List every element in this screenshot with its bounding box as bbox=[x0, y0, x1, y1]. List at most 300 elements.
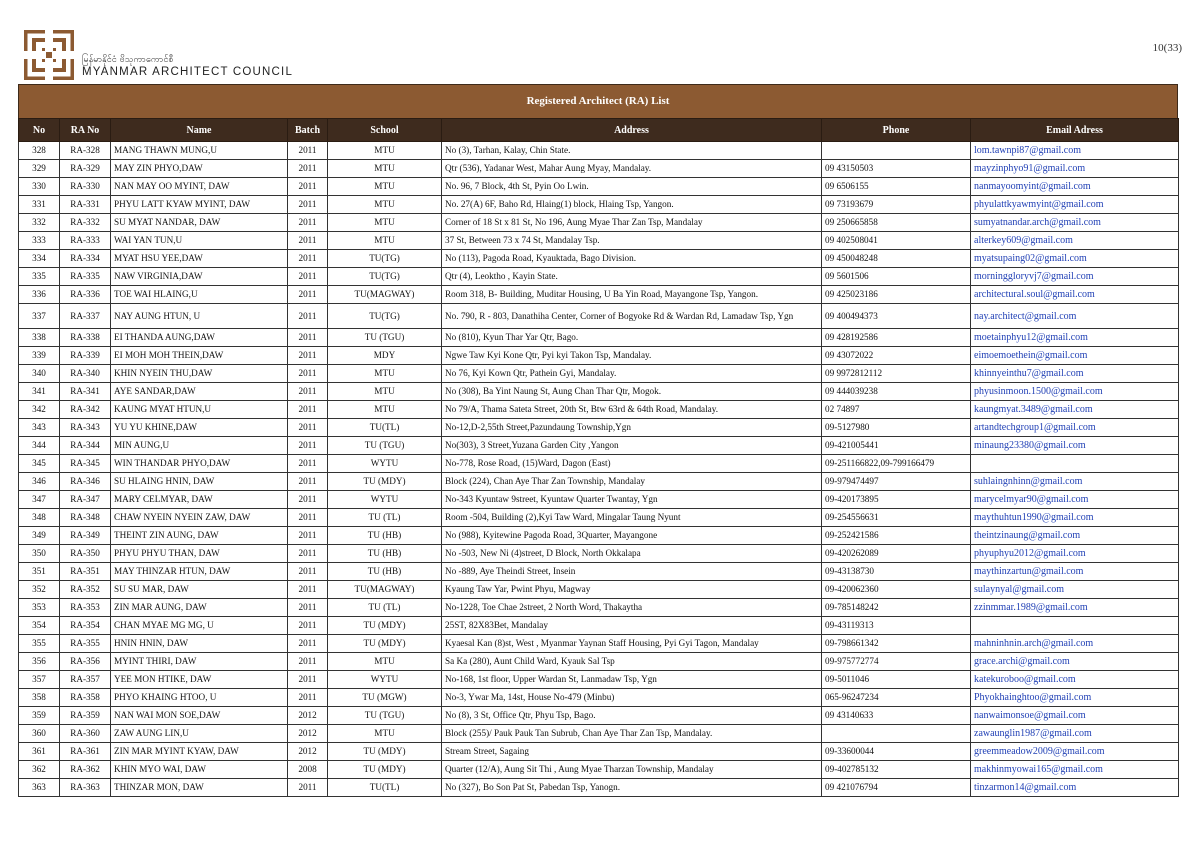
cell-name: PHYU LATT KYAW MYINT, DAW bbox=[111, 196, 288, 214]
cell-name: WAI YAN TUN,U bbox=[111, 232, 288, 250]
cell-ra-no: RA-345 bbox=[60, 455, 111, 473]
cell-address: No -503, New Ni (4)street, D Block, North Okkalapa bbox=[442, 545, 822, 563]
cell-name: MYAT HSU YEE,DAW bbox=[111, 250, 288, 268]
cell-phone: 09 5601506 bbox=[822, 268, 971, 286]
cell-ra-no: RA-352 bbox=[60, 581, 111, 599]
cell-phone: 09 444039238 bbox=[822, 383, 971, 401]
cell-no: 355 bbox=[19, 635, 60, 653]
cell-ra-no: RA-356 bbox=[60, 653, 111, 671]
cell-phone: 09-798661342 bbox=[822, 635, 971, 653]
cell-address: No-1228, Toe Chae 2street, 2 North Word, Thakaytha bbox=[442, 599, 822, 617]
cell-name: KHIN NYEIN THU,DAW bbox=[111, 365, 288, 383]
cell-name: THEINT ZIN AUNG, DAW bbox=[111, 527, 288, 545]
cell-ra-no: RA-353 bbox=[60, 599, 111, 617]
cell-batch: 2011 bbox=[288, 232, 328, 250]
cell-no: 331 bbox=[19, 196, 60, 214]
cell-ra-no: RA-363 bbox=[60, 779, 111, 797]
cell-school: MTU bbox=[328, 383, 442, 401]
cell-ra-no: RA-331 bbox=[60, 196, 111, 214]
table-row bbox=[19, 142, 1179, 160]
cell-school: MTU bbox=[328, 401, 442, 419]
cell-no: 328 bbox=[19, 142, 60, 160]
cell-ra-no: RA-344 bbox=[60, 437, 111, 455]
cell-address: Sa Ka (280), Aunt Child Ward, Kyauk Sal Tsp bbox=[442, 653, 822, 671]
cell-school: TU (TGU) bbox=[328, 329, 442, 347]
cell-email[interactable]: morninggloryvj7@gmail.com bbox=[971, 268, 1179, 286]
cell-email[interactable]: mahninhnin.arch@gmail.com bbox=[971, 635, 1179, 653]
cell-email[interactable]: nanwaimonsoe@gmail.com bbox=[971, 707, 1179, 725]
cell-address: No (8), 3 St, Office Qtr, Phyu Tsp, Bago. bbox=[442, 707, 822, 725]
cell-no: 361 bbox=[19, 743, 60, 761]
cell-address: No 79/A, Thama Sateta Street, 20th St, Btw 63rd & 64th Road, Mandalay. bbox=[442, 401, 822, 419]
cell-name: MIN AUNG,U bbox=[111, 437, 288, 455]
col-header-email: Email Adress bbox=[971, 119, 1179, 142]
cell-ra-no: RA-342 bbox=[60, 401, 111, 419]
cell-name: THINZAR MON, DAW bbox=[111, 779, 288, 797]
cell-phone: 09-421005441 bbox=[822, 437, 971, 455]
cell-ra-no: RA-349 bbox=[60, 527, 111, 545]
cell-name: KAUNG MYAT HTUN,U bbox=[111, 401, 288, 419]
cell-phone: 09-5127980 bbox=[822, 419, 971, 437]
mac-logo-icon bbox=[24, 30, 74, 80]
cell-batch: 2011 bbox=[288, 509, 328, 527]
cell-address: No-343 Kyuntaw 9street, Kyuntaw Quarter Twantay, Ygn bbox=[442, 491, 822, 509]
col-header-phone: Phone bbox=[822, 119, 971, 142]
cell-no: 336 bbox=[19, 286, 60, 304]
cell-school: TU (TL) bbox=[328, 599, 442, 617]
cell-address: No -889, Aye Theindi Street, Insein bbox=[442, 563, 822, 581]
cell-email[interactable]: nanmayoomyint@gmail.com bbox=[971, 178, 1179, 196]
cell-name: PHYU PHYU THAN, DAW bbox=[111, 545, 288, 563]
cell-email[interactable]: zawaunglin1987@gmail.com bbox=[971, 725, 1179, 743]
cell-no: 350 bbox=[19, 545, 60, 563]
cell-email[interactable]: myatsupaing02@gmail.com bbox=[971, 250, 1179, 268]
table-row bbox=[19, 761, 1179, 779]
cell-ra-no: RA-348 bbox=[60, 509, 111, 527]
cell-name: SU SU MAR, DAW bbox=[111, 581, 288, 599]
table-row bbox=[19, 286, 1179, 304]
cell-ra-no: RA-355 bbox=[60, 635, 111, 653]
cell-phone: 02 74897 bbox=[822, 401, 971, 419]
cell-no: 358 bbox=[19, 689, 60, 707]
header-logo bbox=[24, 30, 294, 82]
cell-email[interactable]: tinzarmon14@gmail.com bbox=[971, 779, 1179, 797]
cell-name: KHIN MYO WAI, DAW bbox=[111, 761, 288, 779]
cell-email[interactable]: architectural.soul@gmail.com bbox=[971, 286, 1179, 304]
cell-email[interactable]: maythinzartun@gmail.com bbox=[971, 563, 1179, 581]
cell-school: MDY bbox=[328, 347, 442, 365]
cell-email[interactable]: alterkey609@gmail.com bbox=[971, 232, 1179, 250]
cell-no: 329 bbox=[19, 160, 60, 178]
cell-no: 363 bbox=[19, 779, 60, 797]
cell-school: TU (MGW) bbox=[328, 689, 442, 707]
cell-batch: 2011 bbox=[288, 581, 328, 599]
cell-address: 25ST, 82X83Bet, Mandalay bbox=[442, 617, 822, 635]
cell-email[interactable]: mayzinphyo91@gmail.com bbox=[971, 160, 1179, 178]
cell-batch: 2012 bbox=[288, 707, 328, 725]
cell-ra-no: RA-360 bbox=[60, 725, 111, 743]
cell-name: ZIN MAR AUNG, DAW bbox=[111, 599, 288, 617]
table-row bbox=[19, 671, 1179, 689]
cell-address: No (327), Bo Son Pat St, Pabedan Tsp, Yanogn. bbox=[442, 779, 822, 797]
cell-name: SU HLAING HNIN, DAW bbox=[111, 473, 288, 491]
cell-phone: 09-420062360 bbox=[822, 581, 971, 599]
cell-address: Room -504, Building (2),Kyi Taw Ward, Mingalar Taung Nyunt bbox=[442, 509, 822, 527]
cell-email[interactable]: sumyatnandar.arch@gmail.com bbox=[971, 214, 1179, 232]
cell-no: 351 bbox=[19, 563, 60, 581]
cell-batch: 2011 bbox=[288, 160, 328, 178]
cell-batch: 2011 bbox=[288, 401, 328, 419]
cell-address: No (308), Ba Yint Naung St, Aung Chan Thar Qtr, Mogok. bbox=[442, 383, 822, 401]
cell-no: 356 bbox=[19, 653, 60, 671]
cell-no: 347 bbox=[19, 491, 60, 509]
cell-no: 333 bbox=[19, 232, 60, 250]
cell-ra-no: RA-335 bbox=[60, 268, 111, 286]
cell-phone: 09-254556631 bbox=[822, 509, 971, 527]
cell-email[interactable]: zzinmmar.1989@gmail.com bbox=[971, 599, 1179, 617]
table-row bbox=[19, 491, 1179, 509]
cell-school: WYTU bbox=[328, 455, 442, 473]
cell-name: MAY THINZAR HTUN, DAW bbox=[111, 563, 288, 581]
cell-school: TU(TG) bbox=[328, 268, 442, 286]
cell-batch: 2011 bbox=[288, 437, 328, 455]
table-row bbox=[19, 599, 1179, 617]
cell-batch: 2011 bbox=[288, 635, 328, 653]
table-row bbox=[19, 383, 1179, 401]
cell-batch: 2011 bbox=[288, 653, 328, 671]
cell-email[interactable]: Phyokhainghtoo@gmail.com bbox=[971, 689, 1179, 707]
cell-name: HNIN HNIN, DAW bbox=[111, 635, 288, 653]
table-row bbox=[19, 268, 1179, 286]
cell-email[interactable]: greemmeadow2009@gmail.com bbox=[971, 743, 1179, 761]
cell-school: TU (HB) bbox=[328, 527, 442, 545]
col-header-address: Address bbox=[442, 119, 822, 142]
cell-address: No-778, Rose Road, (15)Ward, Dagon (East) bbox=[442, 455, 822, 473]
cell-school: TU(TG) bbox=[328, 250, 442, 268]
cell-phone: 09 250665858 bbox=[822, 214, 971, 232]
cell-no: 339 bbox=[19, 347, 60, 365]
cell-address: Ngwe Taw Kyi Kone Qtr, Pyi kyi Takon Tsp, Mandalay. bbox=[442, 347, 822, 365]
cell-address: Room 318, B- Building, Muditar Housing, U Ba Yin Road, Mayangone Tsp, Yangon. bbox=[442, 286, 822, 304]
cell-name: NAN WAI MON SOE,DAW bbox=[111, 707, 288, 725]
cell-name: YEE MON HTIKE, DAW bbox=[111, 671, 288, 689]
cell-ra-no: RA-350 bbox=[60, 545, 111, 563]
cell-email[interactable]: suhlaingnhinn@gmail.com bbox=[971, 473, 1179, 491]
cell-school: MTU bbox=[328, 160, 442, 178]
org-name-burmese: မြန်မာနိုင်ငံ ဗိသုကာကောင်စီ bbox=[82, 55, 174, 65]
cell-email[interactable]: maythuhtun1990@gmail.com bbox=[971, 509, 1179, 527]
cell-batch: 2011 bbox=[288, 196, 328, 214]
cell-email[interactable]: kaungmyat.3489@gmail.com bbox=[971, 401, 1179, 419]
cell-email[interactable]: phyulattkyawmyint@gmail.com bbox=[971, 196, 1179, 214]
cell-school: MTU bbox=[328, 142, 442, 160]
table-row bbox=[19, 232, 1179, 250]
cell-name: YU YU KHINE,DAW bbox=[111, 419, 288, 437]
cell-batch: 2011 bbox=[288, 455, 328, 473]
cell-no: 348 bbox=[19, 509, 60, 527]
cell-ra-no: RA-343 bbox=[60, 419, 111, 437]
cell-name: SU MYAT NANDAR, DAW bbox=[111, 214, 288, 232]
cell-address: No (113), Pagoda Road, Kyauktada, Bago Division. bbox=[442, 250, 822, 268]
cell-batch: 2011 bbox=[288, 250, 328, 268]
table-row bbox=[19, 581, 1179, 599]
table-row bbox=[19, 545, 1179, 563]
cell-batch: 2011 bbox=[288, 347, 328, 365]
cell-batch: 2011 bbox=[288, 178, 328, 196]
cell-school: MTU bbox=[328, 365, 442, 383]
cell-ra-no: RA-354 bbox=[60, 617, 111, 635]
cell-ra-no: RA-339 bbox=[60, 347, 111, 365]
cell-address: Kyaesal Kan (8)st, West , Myanmar Yaynan Staff Housing, Pyi Gyi Tagon, Mandalay bbox=[442, 635, 822, 653]
cell-school: TU (HB) bbox=[328, 545, 442, 563]
cell-batch: 2008 bbox=[288, 761, 328, 779]
cell-no: 342 bbox=[19, 401, 60, 419]
cell-batch: 2011 bbox=[288, 142, 328, 160]
page-number: 10(33) bbox=[1152, 42, 1182, 54]
cell-address: No (3), Tarhan, Kalay, Chin State. bbox=[442, 142, 822, 160]
cell-phone: 09 450048248 bbox=[822, 250, 971, 268]
cell-school: TU(TL) bbox=[328, 419, 442, 437]
cell-batch: 2011 bbox=[288, 563, 328, 581]
cell-name: MANG THAWN MUNG,U bbox=[111, 142, 288, 160]
cell-address: No. 27(A) 6F, Baho Rd, Hlaing(1) block, Hlaing Tsp, Yangon. bbox=[442, 196, 822, 214]
cell-phone: 09 43072022 bbox=[822, 347, 971, 365]
cell-batch: 2011 bbox=[288, 304, 328, 329]
cell-email[interactable]: sulaynyal@gmail.com bbox=[971, 581, 1179, 599]
cell-school: MTU bbox=[328, 232, 442, 250]
cell-school: TU (TGU) bbox=[328, 437, 442, 455]
cell-ra-no: RA-332 bbox=[60, 214, 111, 232]
cell-batch: 2012 bbox=[288, 743, 328, 761]
cell-batch: 2011 bbox=[288, 491, 328, 509]
cell-batch: 2011 bbox=[288, 779, 328, 797]
cell-school: TU (MDY) bbox=[328, 473, 442, 491]
col-header-no: No bbox=[19, 119, 60, 142]
cell-ra-no: RA-336 bbox=[60, 286, 111, 304]
cell-email[interactable]: eimoemoethein@gmail.com bbox=[971, 347, 1179, 365]
cell-ra-no: RA-362 bbox=[60, 761, 111, 779]
cell-school: TU(MAGWAY) bbox=[328, 286, 442, 304]
cell-ra-no: RA-357 bbox=[60, 671, 111, 689]
cell-address: Stream Street, Sagaing bbox=[442, 743, 822, 761]
cell-address: No 76, Kyi Kown Qtr, Pathein Gyi, Mandalay. bbox=[442, 365, 822, 383]
cell-name: MARY CELMYAR, DAW bbox=[111, 491, 288, 509]
table-row bbox=[19, 401, 1179, 419]
cell-school: MTU bbox=[328, 725, 442, 743]
cell-batch: 2011 bbox=[288, 617, 328, 635]
cell-phone: 09-251166822,09-799166479 bbox=[822, 455, 971, 473]
cell-email[interactable]: lom.tawnpi87@gmail.com bbox=[971, 142, 1179, 160]
cell-ra-no: RA-330 bbox=[60, 178, 111, 196]
org-name: MYANMAR ARCHITECT COUNCIL bbox=[82, 66, 294, 78]
cell-no: 346 bbox=[19, 473, 60, 491]
cell-name: TOE WAI HLAING,U bbox=[111, 286, 288, 304]
cell-address: Qtr (536), Yadanar West, Mahar Aung Myay, Mandalay. bbox=[442, 160, 822, 178]
cell-no: 362 bbox=[19, 761, 60, 779]
cell-email[interactable]: khinnyeinthu7@gmail.com bbox=[971, 365, 1179, 383]
cell-school: MTU bbox=[328, 214, 442, 232]
cell-school: TU(TL) bbox=[328, 779, 442, 797]
cell-school: TU (HB) bbox=[328, 563, 442, 581]
cell-no: 335 bbox=[19, 268, 60, 286]
cell-school: TU (MDY) bbox=[328, 635, 442, 653]
cell-no: 332 bbox=[19, 214, 60, 232]
cell-no: 337 bbox=[19, 304, 60, 329]
cell-address: Block (224), Chan Aye Thar Zan Township, Mandalay bbox=[442, 473, 822, 491]
cell-batch: 2011 bbox=[288, 473, 328, 491]
cell-address: No-3, Ywar Ma, 14st, House No-479 (Minbu) bbox=[442, 689, 822, 707]
table-header-row bbox=[19, 119, 1179, 142]
cell-no: 345 bbox=[19, 455, 60, 473]
cell-email[interactable]: makhinmyowai165@gmail.com bbox=[971, 761, 1179, 779]
cell-name: PHYO KHAING HTOO, U bbox=[111, 689, 288, 707]
cell-batch: 2011 bbox=[288, 365, 328, 383]
table-row bbox=[19, 635, 1179, 653]
cell-address: No. 790, R - 803, Danathiha Center, Corner of Bogyoke Rd & Wardan Rd, Lamadaw Tsp, Ygn bbox=[442, 304, 822, 329]
cell-email[interactable]: moetainphyu12@gmail.com bbox=[971, 329, 1179, 347]
cell-phone: 09-420173895 bbox=[822, 491, 971, 509]
cell-address: Block (255)/ Pauk Pauk Tan Subrub, Chan Aye Thar Zan Tsp, Mandalay. bbox=[442, 725, 822, 743]
cell-ra-no: RA-341 bbox=[60, 383, 111, 401]
cell-email[interactable]: nay.architect@gmail.com bbox=[971, 304, 1179, 329]
cell-no: 357 bbox=[19, 671, 60, 689]
cell-address: 37 St, Between 73 x 74 St, Mandalay Tsp. bbox=[442, 232, 822, 250]
cell-address: No. 96, 7 Block, 4th St, Pyin Oo Lwin. bbox=[442, 178, 822, 196]
cell-phone: 09-420262089 bbox=[822, 545, 971, 563]
col-header-batch: Batch bbox=[288, 119, 328, 142]
cell-name: CHAN MYAE MG MG, U bbox=[111, 617, 288, 635]
cell-ra-no: RA-329 bbox=[60, 160, 111, 178]
cell-phone: 09-252421586 bbox=[822, 527, 971, 545]
table-body bbox=[19, 142, 1179, 797]
cell-ra-no: RA-351 bbox=[60, 563, 111, 581]
col-header-ra-no: RA No bbox=[60, 119, 111, 142]
cell-batch: 2012 bbox=[288, 725, 328, 743]
cell-email[interactable]: katekuroboo@gmail.com bbox=[971, 671, 1179, 689]
cell-ra-no: RA-334 bbox=[60, 250, 111, 268]
cell-phone bbox=[822, 725, 971, 743]
cell-address: No-168, 1st floor, Upper Wardan St, Lanmadaw Tsp, Ygn bbox=[442, 671, 822, 689]
cell-batch: 2011 bbox=[288, 329, 328, 347]
table-row bbox=[19, 196, 1179, 214]
cell-no: 338 bbox=[19, 329, 60, 347]
cell-batch: 2011 bbox=[288, 286, 328, 304]
table-row bbox=[19, 563, 1179, 581]
cell-school: MTU bbox=[328, 178, 442, 196]
cell-ra-no: RA-338 bbox=[60, 329, 111, 347]
cell-email[interactable]: minaung23380@gmail.com bbox=[971, 437, 1179, 455]
cell-school: TU (MDY) bbox=[328, 761, 442, 779]
cell-ra-no: RA-359 bbox=[60, 707, 111, 725]
cell-email[interactable] bbox=[971, 617, 1179, 635]
cell-no: 344 bbox=[19, 437, 60, 455]
cell-school: TU (TL) bbox=[328, 509, 442, 527]
cell-address: No(303), 3 Street,Yuzana Garden City ,Yangon bbox=[442, 437, 822, 455]
cell-no: 353 bbox=[19, 599, 60, 617]
cell-address: No-12,D-2,55th Street,Pazundaung Township,Ygn bbox=[442, 419, 822, 437]
cell-email[interactable]: marycelmyar90@gmail.com bbox=[971, 491, 1179, 509]
cell-address: Quarter (12/A), Aung Sit Thi , Aung Myae Tharzan Township, Mandalay bbox=[442, 761, 822, 779]
cell-phone: 09 43140633 bbox=[822, 707, 971, 725]
cell-batch: 2011 bbox=[288, 689, 328, 707]
cell-phone: 09 402508041 bbox=[822, 232, 971, 250]
cell-no: 352 bbox=[19, 581, 60, 599]
table-row bbox=[19, 617, 1179, 635]
cell-batch: 2011 bbox=[288, 383, 328, 401]
cell-no: 343 bbox=[19, 419, 60, 437]
cell-no: 360 bbox=[19, 725, 60, 743]
cell-phone: 09 73193679 bbox=[822, 196, 971, 214]
table-row bbox=[19, 779, 1179, 797]
table-row bbox=[19, 509, 1179, 527]
cell-phone: 09 43150503 bbox=[822, 160, 971, 178]
cell-no: 340 bbox=[19, 365, 60, 383]
ra-list-sheet bbox=[18, 84, 1178, 797]
cell-email[interactable]: theintzinaung@gmail.com bbox=[971, 527, 1179, 545]
table-row bbox=[19, 250, 1179, 268]
cell-name: ZIN MAR MYINT KYAW, DAW bbox=[111, 743, 288, 761]
cell-email[interactable] bbox=[971, 455, 1179, 473]
table-row bbox=[19, 365, 1179, 383]
cell-school: WYTU bbox=[328, 491, 442, 509]
ra-table bbox=[18, 118, 1179, 797]
cell-phone: 09-785148242 bbox=[822, 599, 971, 617]
table-row bbox=[19, 214, 1179, 232]
cell-batch: 2011 bbox=[288, 419, 328, 437]
table-row bbox=[19, 455, 1179, 473]
cell-phone: 09-5011046 bbox=[822, 671, 971, 689]
table-row bbox=[19, 725, 1179, 743]
cell-phone: 09 425023186 bbox=[822, 286, 971, 304]
cell-name: EI MOH MOH THEIN,DAW bbox=[111, 347, 288, 365]
cell-batch: 2011 bbox=[288, 599, 328, 617]
cell-address: Corner of 18 St x 81 St, No 196, Aung Myae Thar Zan Tsp, Mandalay bbox=[442, 214, 822, 232]
cell-no: 359 bbox=[19, 707, 60, 725]
col-header-name: Name bbox=[111, 119, 288, 142]
cell-name: EI THANDA AUNG,DAW bbox=[111, 329, 288, 347]
cell-school: TU (MDY) bbox=[328, 743, 442, 761]
cell-email[interactable]: phyuphyu2012@gmail.com bbox=[971, 545, 1179, 563]
table-row bbox=[19, 437, 1179, 455]
cell-name: NAN MAY OO MYINT, DAW bbox=[111, 178, 288, 196]
cell-ra-no: RA-358 bbox=[60, 689, 111, 707]
cell-name: MYINT THIRI, DAW bbox=[111, 653, 288, 671]
cell-no: 349 bbox=[19, 527, 60, 545]
cell-name: MAY ZIN PHYO,DAW bbox=[111, 160, 288, 178]
cell-ra-no: RA-361 bbox=[60, 743, 111, 761]
cell-no: 334 bbox=[19, 250, 60, 268]
cell-email[interactable]: grace.archi@gmail.com bbox=[971, 653, 1179, 671]
cell-name: WIN THANDAR PHYO,DAW bbox=[111, 455, 288, 473]
table-row bbox=[19, 178, 1179, 196]
cell-ra-no: RA-328 bbox=[60, 142, 111, 160]
table-row bbox=[19, 304, 1179, 329]
cell-email[interactable]: phyusinmoon.1500@gmail.com bbox=[971, 383, 1179, 401]
cell-email[interactable]: artandtechgroup1@gmail.com bbox=[971, 419, 1179, 437]
cell-batch: 2011 bbox=[288, 527, 328, 545]
cell-no: 354 bbox=[19, 617, 60, 635]
cell-ra-no: RA-333 bbox=[60, 232, 111, 250]
table-row bbox=[19, 473, 1179, 491]
cell-phone: 09 400494373 bbox=[822, 304, 971, 329]
cell-batch: 2011 bbox=[288, 268, 328, 286]
cell-name: NAW VIRGINIA,DAW bbox=[111, 268, 288, 286]
cell-no: 341 bbox=[19, 383, 60, 401]
table-row bbox=[19, 743, 1179, 761]
col-header-school: School bbox=[328, 119, 442, 142]
cell-school: MTU bbox=[328, 196, 442, 214]
table-row bbox=[19, 160, 1179, 178]
